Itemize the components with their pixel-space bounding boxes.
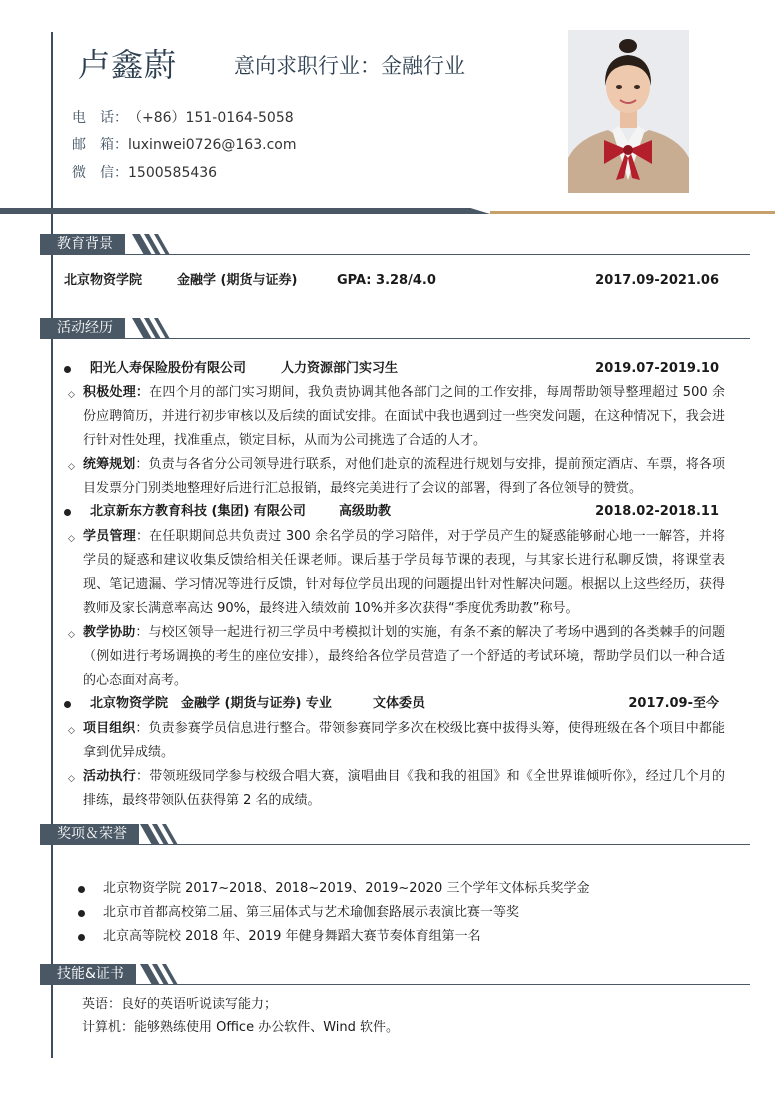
activity-org: 北京新东方教育科技 (集团) 有限公司 bbox=[90, 504, 306, 519]
activity-point-text: ：与校区领导一起进行初三学员中考模拟计划的实施，有条不紊的解决了考场中遇到的各类棘手的问题（例如进行考场调换的考生的座位安排），最终给各位学员营造了一个舒适的考试环境，帮助学员们以一种合适的心态面对高考。 bbox=[83, 625, 725, 688]
contact-wechat-label: 微 信： bbox=[72, 165, 128, 181]
section-header-skills bbox=[40, 964, 750, 986]
activity-period: 2017.09-至今 bbox=[628, 696, 719, 711]
activity-point-label: 统筹规划 bbox=[83, 457, 136, 472]
job-intent: 意向求职行业：金融行业 bbox=[234, 54, 465, 78]
activity-point-label: 活动执行 bbox=[83, 769, 136, 784]
section-rule bbox=[40, 338, 750, 339]
diamond-bullet-icon: ◇ bbox=[68, 726, 75, 736]
activity-point bbox=[83, 381, 725, 453]
contact-phone-value: （+86）151-0164-5058 bbox=[128, 110, 294, 126]
activity-point bbox=[83, 621, 725, 693]
bullet-dot-icon bbox=[78, 934, 85, 941]
activity-point bbox=[83, 765, 725, 813]
section-title-education: 教育背景 bbox=[40, 234, 125, 254]
bullet-dot-icon bbox=[64, 366, 71, 373]
profile-photo bbox=[568, 30, 689, 193]
activity-point bbox=[83, 717, 725, 765]
activity-org: 阳光人寿保险股份有限公司 bbox=[90, 361, 247, 376]
activity-point-label: 学员管理 bbox=[83, 529, 136, 544]
section-stripes-icon bbox=[132, 234, 204, 255]
contact-wechat bbox=[72, 163, 217, 183]
education-school: 北京物资学院 bbox=[64, 273, 143, 288]
section-header-awards bbox=[40, 824, 750, 846]
activity-role: 高级助教 bbox=[339, 504, 392, 519]
award-item: 北京物资学院 2017~2018、2018~2019、2019~2020 三个学年文体标兵奖学金 bbox=[103, 881, 590, 896]
bullet-dot-icon bbox=[64, 701, 71, 708]
contact-phone bbox=[72, 108, 294, 128]
bullet-dot-icon bbox=[78, 910, 85, 917]
activity-point-text: 在四个月的部门实习期间，我负责协调其他各部门之间的工作安排，每周帮助领导整理超过 500 余份应聘简历，并进行初步审核以及后续的面试安排。在面试中我也遇到过一些突发问题，在这种情况下，我会进行针对性处理，找准重点，锁定目标，从而为公司挑选了合适的人才。 bbox=[83, 385, 725, 448]
contact-email-value: luxinwei0726@163.com bbox=[128, 137, 297, 153]
activity-period: 2019.07-2019.10 bbox=[595, 361, 719, 376]
activity-period: 2018.02-2018.11 bbox=[595, 504, 719, 519]
candidate-name: 卢鑫蔚 bbox=[78, 46, 178, 84]
activity-point bbox=[83, 453, 725, 501]
contact-email-label: 邮 箱： bbox=[72, 137, 128, 153]
diamond-bullet-icon: ◇ bbox=[68, 390, 75, 400]
education-gpa: GPA: 3.28/4.0 bbox=[337, 273, 436, 288]
section-header-education bbox=[40, 234, 750, 256]
education-major: 金融学 (期货与证券) bbox=[177, 273, 298, 288]
award-item: 北京市首都高校第二届、第三届体式与艺术瑜伽套路展示表演比赛一等奖 bbox=[103, 905, 520, 920]
diamond-bullet-icon: ◇ bbox=[68, 774, 75, 784]
section-rule bbox=[40, 984, 750, 985]
header-separator bbox=[0, 208, 490, 214]
section-stripes-icon bbox=[132, 318, 204, 339]
activity-point bbox=[83, 525, 725, 621]
contact-email bbox=[72, 135, 296, 155]
bullet-dot-icon bbox=[64, 509, 71, 516]
section-title-awards: 奖项＆荣誉 bbox=[40, 824, 139, 844]
award-item: 北京高等院校 2018 年、2019 年健身舞蹈大赛节奏体育组第一名 bbox=[103, 929, 481, 944]
contact-phone-label: 电 话： bbox=[72, 110, 128, 126]
contact-wechat-value: 1500585436 bbox=[128, 165, 218, 181]
bullet-dot-icon bbox=[78, 886, 85, 893]
skill-item: 英语：良好的英语听说读写能力； bbox=[82, 997, 278, 1012]
activity-role: 人力资源部门实习生 bbox=[281, 361, 399, 376]
section-header-activities bbox=[40, 318, 750, 340]
activity-point-label: 项目组织 bbox=[83, 721, 136, 736]
section-stripes-icon bbox=[140, 964, 212, 985]
section-rule bbox=[40, 844, 750, 845]
activity-point-text: ：在任职期间总共负责过 300 余名学员的学习陪伴，对于学员产生的疑惑能够耐心地一一解答，并将学员的疑惑和建议收集反馈给相关任课老师。课后基于学员每节课的表现，与其家长进行私聊反馈，将课堂表现、笔记遗漏、学习情况等进行反馈，针对每位学员出现的问题提出针对性解决问题。根据以上这些经历，获得教师及家长满意率高达 90%，最终进入绩效前 10%并多次获得“季度优秀助教”称号。 bbox=[83, 529, 725, 616]
activity-point-text: ：负责参赛学员信息进行整合。带领参赛同学多次在校级比赛中拔得头筹，使得班级在各个项目中都能拿到优异成绩。 bbox=[83, 721, 725, 760]
activity-point-label: 教学协助 bbox=[83, 625, 136, 640]
diamond-bullet-icon: ◇ bbox=[68, 462, 75, 472]
activity-point-text: ：带领班级同学参与校级合唱大赛，演唱曲目《我和我的祖国》和《全世界谁倾听你》，经过几个月的排练，最终带领队伍获得第 2 名的成绩。 bbox=[83, 769, 725, 808]
diamond-bullet-icon: ◇ bbox=[68, 534, 75, 544]
vertical-rule bbox=[51, 32, 53, 1058]
section-rule bbox=[40, 254, 750, 255]
skill-item: 计算机：能够熟练使用 Office 办公软件、Wind 软件。 bbox=[82, 1020, 400, 1035]
diamond-bullet-icon: ◇ bbox=[68, 630, 75, 640]
section-title-activities: 活动经历 bbox=[40, 318, 125, 338]
education-period: 2017.09-2021.06 bbox=[595, 273, 719, 288]
portrait-illustration bbox=[568, 30, 689, 193]
activity-point-label: 积极处理： bbox=[83, 385, 150, 400]
activity-org: 北京物资学院 金融学 (期货与证券) 专业 bbox=[90, 696, 332, 711]
section-title-skills: 技能&证书 bbox=[40, 964, 136, 984]
section-stripes-icon bbox=[140, 824, 212, 845]
activity-role: 文体委员 bbox=[373, 696, 426, 711]
activity-point-text: ：负责与各省分公司领导进行联系，对他们赴京的流程进行规划与安排，提前预定酒店、车票，将各项目发票分门别类地整理好后进行汇总报销，最终完美进行了会议的部署，得到了各位领导的赞赏。 bbox=[83, 457, 725, 496]
header-separator-accent bbox=[490, 211, 775, 214]
